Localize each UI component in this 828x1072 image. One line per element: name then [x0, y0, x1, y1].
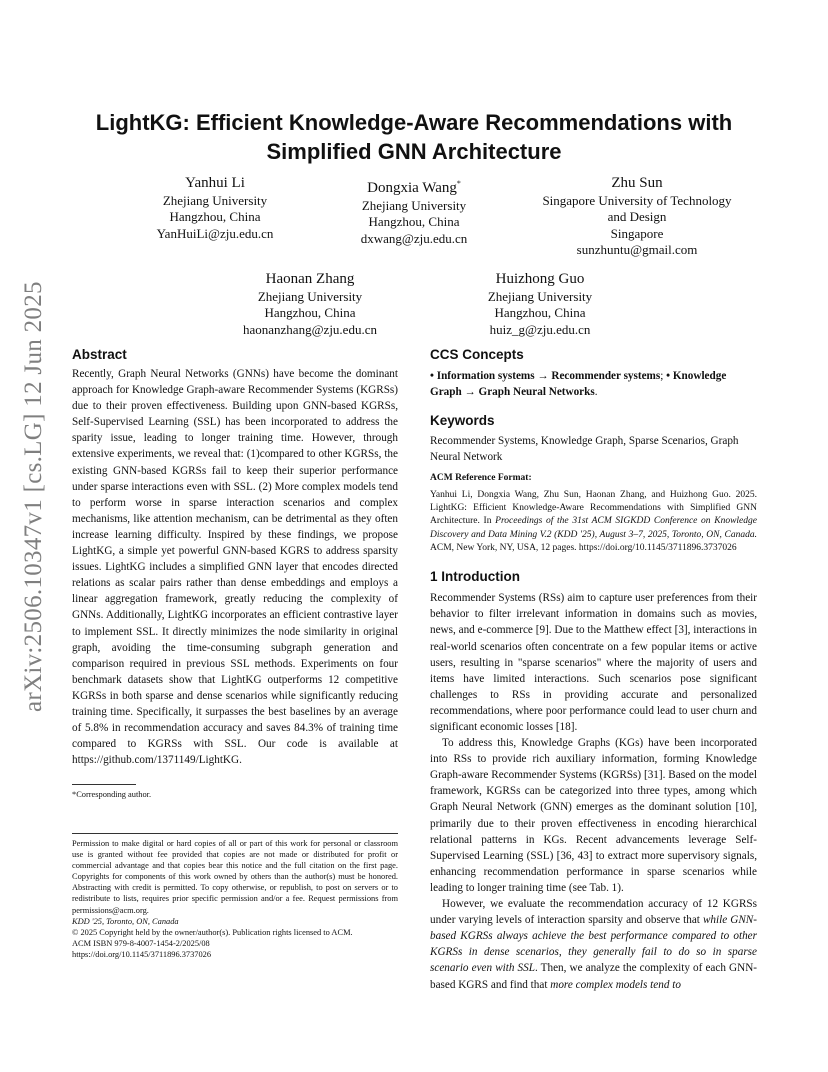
keywords-heading: Keywords	[430, 413, 495, 429]
isbn-line: ACM ISBN 979-8-4007-1454-2/2025/08	[72, 938, 210, 948]
arxiv-identifier: arXiv:2506.10347v1 [cs.LG] 12 Jun 2025	[20, 281, 47, 712]
intro-paragraph: Recommender Systems (RSs) aim to capture user preferences from their behavior to filter irrelevant information in domains such as movies, news, and e-commerce [9]. Due to the Matthew effect [3], interactions in real-world scenarios often concentrate on a few popular items or active users, resulting in "sparse scenarios" where the majority of users and items have limited interactions. Such scenarios pose significant challenges to RSs in providing accurate and personalized recommendations, where poor performance could lead to user churn and significant economic losses [18].	[430, 592, 757, 733]
author-email: haonanzhang@zju.edu.cn	[243, 321, 377, 337]
author-affiliation: Zhejiang University	[257, 289, 363, 304]
author-location: Hangzhou, China	[368, 214, 460, 230]
author-affiliation: Zhejiang University	[487, 289, 593, 304]
author-email: YanHuiLi@zju.edu.cn	[156, 225, 274, 241]
intro-heading: 1 Introduction	[430, 569, 520, 585]
footnote-rule	[72, 784, 136, 785]
abstract-text: Recently, Graph Neural Networks (GNNs) have become the dominant approach for Knowledge Graph-aware Recommender Systems (KGRSs) due to their proven effectiveness. Building upon GNN-based KGRSs, Self-Supervised Learning (SSL) has been incorporated to address the sparity issue, leading to longer training time. However, through extensive experiments, we reveal that: (1)compared to other KGRSs, the existing GNN-based KGRSs fail to keep their superior performance under sparse interactions even with SSL. (2) More complex models tend to perform worse in sparse interaction scenarios and complex mechanisms, like attention mechanism, can be detrimental as they often increase learning difficulty. Inspired by these findings, we propose LightKG, a simple yet powerful GNN-based KGRS to address sparsity issues. LightKG includes a simplified GNN layer that encodes directed relations as scalar pairs rather than dense embeddings and employs a linear aggregation framework, greatly reducing the complexity of GNNs. Additionally, LightKG incorporates an efficient contrastive layer to implement SSL. It directly minimizes the node similarity in original graph, avoiding the time-consuming subgraph generation and comparison required in previous SSL methods. Experiments on four benchmark datasets show that LightKG outperforms 12 competitive KGRSs in both sparse and dense scenarios while significantly reducing training time. Specifically, it surpasses the best baselines by an average of 5.8% in recommendation accuracy and saves 84.3% of training time compared to KGRSs with SSL. Our code is available at https://github.com/1371149/LightKG.	[72, 368, 398, 767]
intro-paragraph: To address this, Knowledge Graphs (KGs) have been incorporated into RSs to provide rich auxiliary information, forming Knowledge Graph-aware Recommender Systems (KGRSs) [31]. Based on the model framework, KGRSs can be categorized into three types, among which Graph Neural Network (GNN) emerges as the dominant solution [10], primarily due to their proven effectiveness in encoding hierarchical relational patterns in KGs. Recent advancements leverage Self-Supervised Learning (SSL) [36, 43] to extract more supervisory signals, enhancing recommendation performance in sparse scenarios while leading to longer training time (see Tab. 1).	[430, 737, 757, 894]
permission-rule	[72, 833, 398, 834]
author-block	[300, 174, 528, 247]
author-affiliation: and Design	[607, 209, 667, 225]
abstract-section	[72, 346, 398, 768]
ccs-concepts: • Information systems → Recommender systems; • Knowledge Graph → Graph Neural Networks.	[430, 370, 727, 399]
author-name: Dongxia Wang*	[367, 179, 461, 196]
author-name: Zhu Sun	[611, 175, 663, 191]
paper-title	[60, 108, 768, 166]
author-block	[426, 270, 654, 338]
author-block	[100, 174, 330, 242]
author-block	[522, 174, 752, 258]
acm-ref-text: Yanhui Li, Dongxia Wang, Zhu Sun, Haonan Zhang, and Huizhong Guo. 2025. LightKG: Efficient Knowledge-Aware Recommendations with Simplified GNN Architecture. In Proceedings of the 31st ACM SIGKDD Conference on Knowledge Discovery and Data Mining V.2 (KDD '25), August 3–7, 2025, Toronto, ON, Canada. ACM, New York, NY, USA, 12 pages. https://doi.org/10.1145/3711896.3737026	[430, 489, 757, 553]
author-location: Hangzhou, China	[264, 305, 356, 321]
author-name: Yanhui Li	[185, 175, 245, 191]
author-affiliation: Singapore University of Technology	[542, 193, 732, 208]
author-affiliation: Zhejiang University	[162, 193, 268, 208]
intro-paragraph: However, we evaluate the recommendation accuracy of 12 KGRSs under varying levels of interaction sparsity and observe that while GNN-based KGRSs always achieve the best performance compared to other KGRSs in dense scenarios, they generally fail to do so in sparse scenario even with SSL. Then, we analyze the complexity of each GNN-based KGRS and find that more complex models tend to	[430, 898, 758, 991]
acm-ref-heading: ACM Reference Format:	[430, 473, 532, 484]
author-name: Huizhong Guo	[495, 271, 585, 287]
author-location: Singapore	[610, 225, 664, 241]
author-location: Hangzhou, China	[169, 209, 261, 225]
permission-text: Permission to make digital or hard copies of all or part of this work for personal or classroom use is granted without fee provided that copies are not made or distributed for profit or commercial advantage and that copies bear this notice and the full citation on the first page. Copyrights for components of this work owned by others than the author(s) must be honored. Abstracting with credit is permitted. To copy otherwise, or republish, to post on servers or to redistribute to lists, requires prior specific permission and/or a fee. Request permissions from permissions@acm.org.	[72, 839, 398, 915]
footnote: *Corresponding author.	[72, 790, 152, 799]
title-line-2: Simplified GNN Architecture	[266, 139, 562, 164]
author-affiliation: Zhejiang University	[361, 198, 467, 213]
abstract-heading: Abstract	[72, 347, 127, 362]
permission-notice	[72, 838, 398, 960]
author-email: dxwang@zju.edu.cn	[360, 230, 468, 246]
right-column	[430, 346, 757, 993]
doi-line: https://doi.org/10.1145/3711896.3737026	[72, 949, 212, 959]
author-name: Haonan Zhang	[265, 271, 355, 287]
author-email: huiz_g@zju.edu.cn	[489, 321, 591, 337]
author-location: Hangzhou, China	[494, 305, 586, 321]
author-block	[196, 270, 424, 338]
title-line-1: LightKG: Efficient Knowledge-Aware Recommendations with	[95, 110, 733, 135]
ccs-heading: CCS Concepts	[430, 347, 524, 362]
keywords-text: Recommender Systems, Knowledge Graph, Sparse Scenarios, Graph Neural Network	[430, 435, 739, 464]
venue-line: KDD '25, Toronto, ON, Canada	[72, 916, 179, 926]
author-email: sunzhuntu@gmail.com	[576, 241, 698, 257]
copyright-line: © 2025 Copyright held by the owner/author(s). Publication rights licensed to ACM.	[72, 927, 353, 937]
